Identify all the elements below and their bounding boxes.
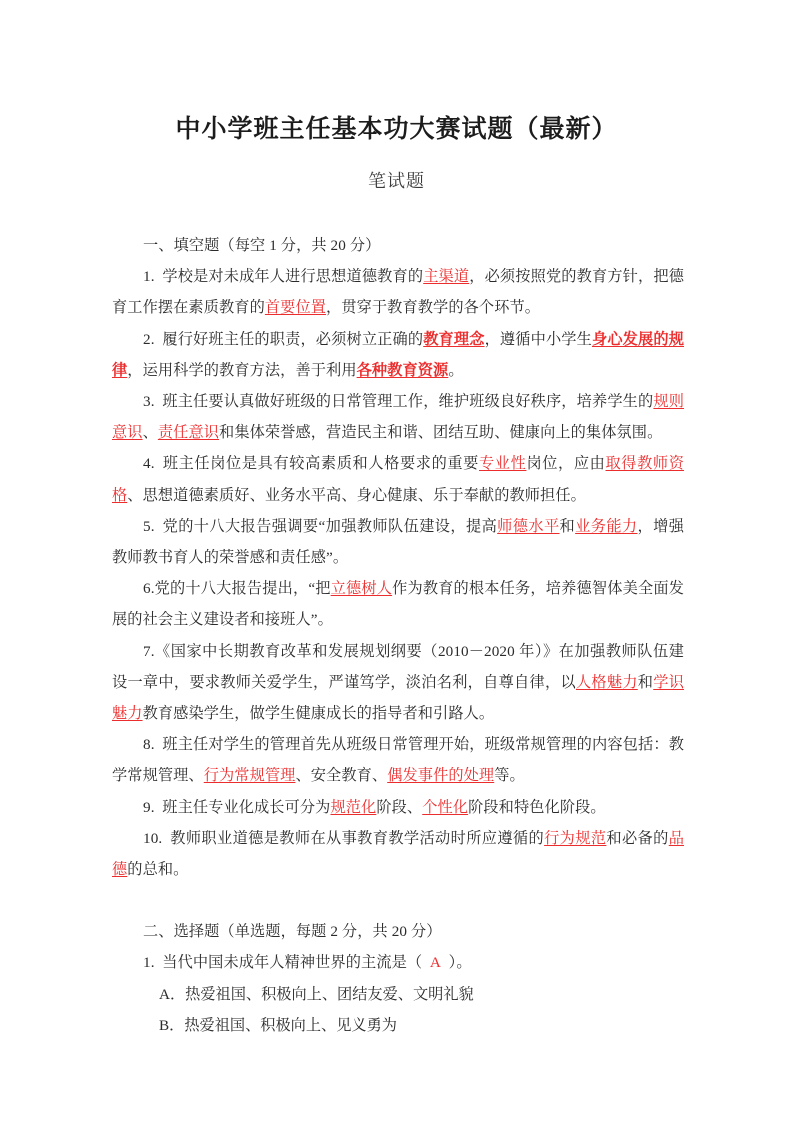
question-text: ，贯穿于教育教学的各个环节。 [326, 299, 541, 317]
answer-text: 教育理念 [423, 330, 485, 348]
fill-in-the-blank-list [112, 261, 684, 885]
answer-text: 取得教师资格 [112, 455, 685, 504]
question-text: 阶段和特色化阶段。 [468, 798, 606, 816]
fill-in-the-blank-item [112, 448, 684, 510]
question-text: 和 [559, 517, 576, 535]
question-text: 等。 [494, 767, 525, 785]
question-text: 履行好班主任的职责，必须树立正确的 [162, 330, 424, 348]
page-subtitle: 笔试题 [368, 171, 425, 191]
question-text: ，运用科学的教育方法，善于利用 [127, 361, 357, 379]
answer-text: 人格魅力 [575, 673, 638, 691]
answer-text: 立德树人 [330, 580, 393, 598]
answer-text: 业务能力 [575, 517, 638, 535]
question-text: 班主任对学生的管理首先从班级日常管理开始，班级常规管理的内容包括：教学常规管理、 [112, 736, 684, 785]
answer-text: 学识魅力 [112, 673, 685, 723]
question-text: 班主任岗位是具有较高素质和人格要求的重要 [162, 455, 479, 473]
question-text: ，增强教师教书育人的荣誉感和责任感”。 [112, 517, 684, 567]
question-text: 教师职业道德是教师在从事教育教学活动时所应遵循的 [169, 829, 545, 847]
question-text: 阶段、 [376, 798, 423, 816]
question-text: 、 [142, 424, 158, 442]
section-heading-multiple-choice: 二、选择题（单选题，每题 2 分，共 20 分） [143, 923, 442, 941]
section-heading-fill-in-the-blank: 一、填空题（每空 1 分，共 20 分） [143, 237, 381, 254]
question-number: 9. [143, 798, 163, 816]
question-text: ，必须按照党的教育方针，把德育工作摆在素质教育的 [112, 268, 684, 317]
question-text: 、安全教育、 [295, 767, 388, 785]
answer-text: 个性化 [422, 798, 469, 816]
question-text: ）。 [448, 954, 472, 972]
question-text: 、思想道德素质好、业务水平高、身心健康、乐于奉献的教师担任。 [127, 486, 586, 504]
answer-option[interactable]: B．热爱祖国、积极向上、见义勇为 [159, 1016, 397, 1034]
question-text: 岗位，应由 [526, 455, 606, 473]
question-number: 5. [143, 517, 163, 535]
answer-option[interactable]: A．热爱祖国、积极向上、团结友爱、文明礼貌 [159, 985, 474, 1003]
question-number: 6. [143, 580, 155, 598]
question-number: 8. [143, 736, 163, 754]
fill-in-the-blank-item [112, 636, 684, 730]
question-text: 教育感染学生，做学生健康成长的指导者和引路人。 [142, 705, 495, 723]
question-number: 3. [143, 393, 163, 411]
answer-text: 行为规范 [544, 829, 607, 847]
question-text: 作为教育的根本任务，培养德智体美全面发展的社会主义建设者和接班人”。 [112, 580, 684, 629]
answer-text: 主渠道 [423, 268, 470, 286]
answer-text: 规则意识 [112, 393, 685, 442]
question-text: 和必备的 [606, 829, 669, 847]
answer-text: 偶发事件的处理 [387, 767, 495, 785]
selected-answer: A [422, 954, 449, 972]
question-text: 党的十八大报告提出，“把 [154, 580, 331, 598]
question-text: 的总和。 [127, 861, 189, 879]
fill-in-the-blank-item [112, 324, 684, 386]
answer-text: 首要位置 [264, 299, 327, 317]
answer-text: 规范化 [330, 798, 377, 816]
fill-in-the-blank-item [112, 511, 684, 573]
fill-in-the-blank-item [112, 573, 684, 635]
answer-text: 师德水平 [497, 517, 560, 535]
fill-in-the-blank-item [112, 729, 684, 791]
answer-text: 专业性 [479, 455, 527, 473]
question-number: 2. [143, 330, 163, 348]
question-text: 学校是对未成年人进行思想道德教育的 [162, 268, 424, 286]
question-number: 10. [143, 829, 170, 847]
question-text: ，遵循中小学生 [484, 330, 592, 348]
question-number: 7. [143, 642, 155, 660]
question-text: 。 [448, 361, 464, 379]
answer-text: 行为常规管理 [203, 767, 296, 785]
section-spacer [112, 885, 684, 916]
question-text: 和集体荣誉感，营造民主和谐、团结互助、健康向上的集体氛围。 [219, 424, 663, 442]
fill-in-the-blank-item [112, 261, 684, 323]
question-text: 当代中国未成年人精神世界的主流是（ [162, 954, 423, 972]
question-text: 班主任要认真做好班级的日常管理工作，维护班级良好秩序，培养学生的 [162, 393, 654, 411]
question-number: 4. [143, 455, 163, 473]
answer-text: 各种教育资源 [356, 361, 449, 379]
question-text: 《国家中长期教育改革和发展规划纲要（2010－2020 年）》在加强教师队伍建设一章中，要求教师关爱学生，严谨笃学，淡泊名利，自尊自律，以 [112, 642, 684, 691]
question-number: 1. [143, 954, 163, 972]
question-number: 1. [143, 268, 163, 286]
answer-text: 责任意识 [157, 424, 220, 442]
answer-text: 品德 [112, 829, 685, 879]
answer-text: 身心发展的规律 [112, 330, 684, 379]
document-body [112, 230, 684, 1041]
question-text: 班主任专业化成长可分为 [162, 798, 331, 816]
fill-in-the-blank-item [112, 823, 684, 885]
question-text: 党的十八大报告强调要“加强教师队伍建设，提高 [162, 517, 498, 535]
multiple-choice-item [112, 947, 684, 978]
fill-in-the-blank-item [112, 792, 684, 823]
page-title: 中小学班主任基本功大赛试题（最新） [175, 115, 618, 143]
multiple-choice-list [112, 947, 684, 1041]
question-text: 和 [637, 673, 654, 691]
fill-in-the-blank-item [112, 386, 684, 448]
